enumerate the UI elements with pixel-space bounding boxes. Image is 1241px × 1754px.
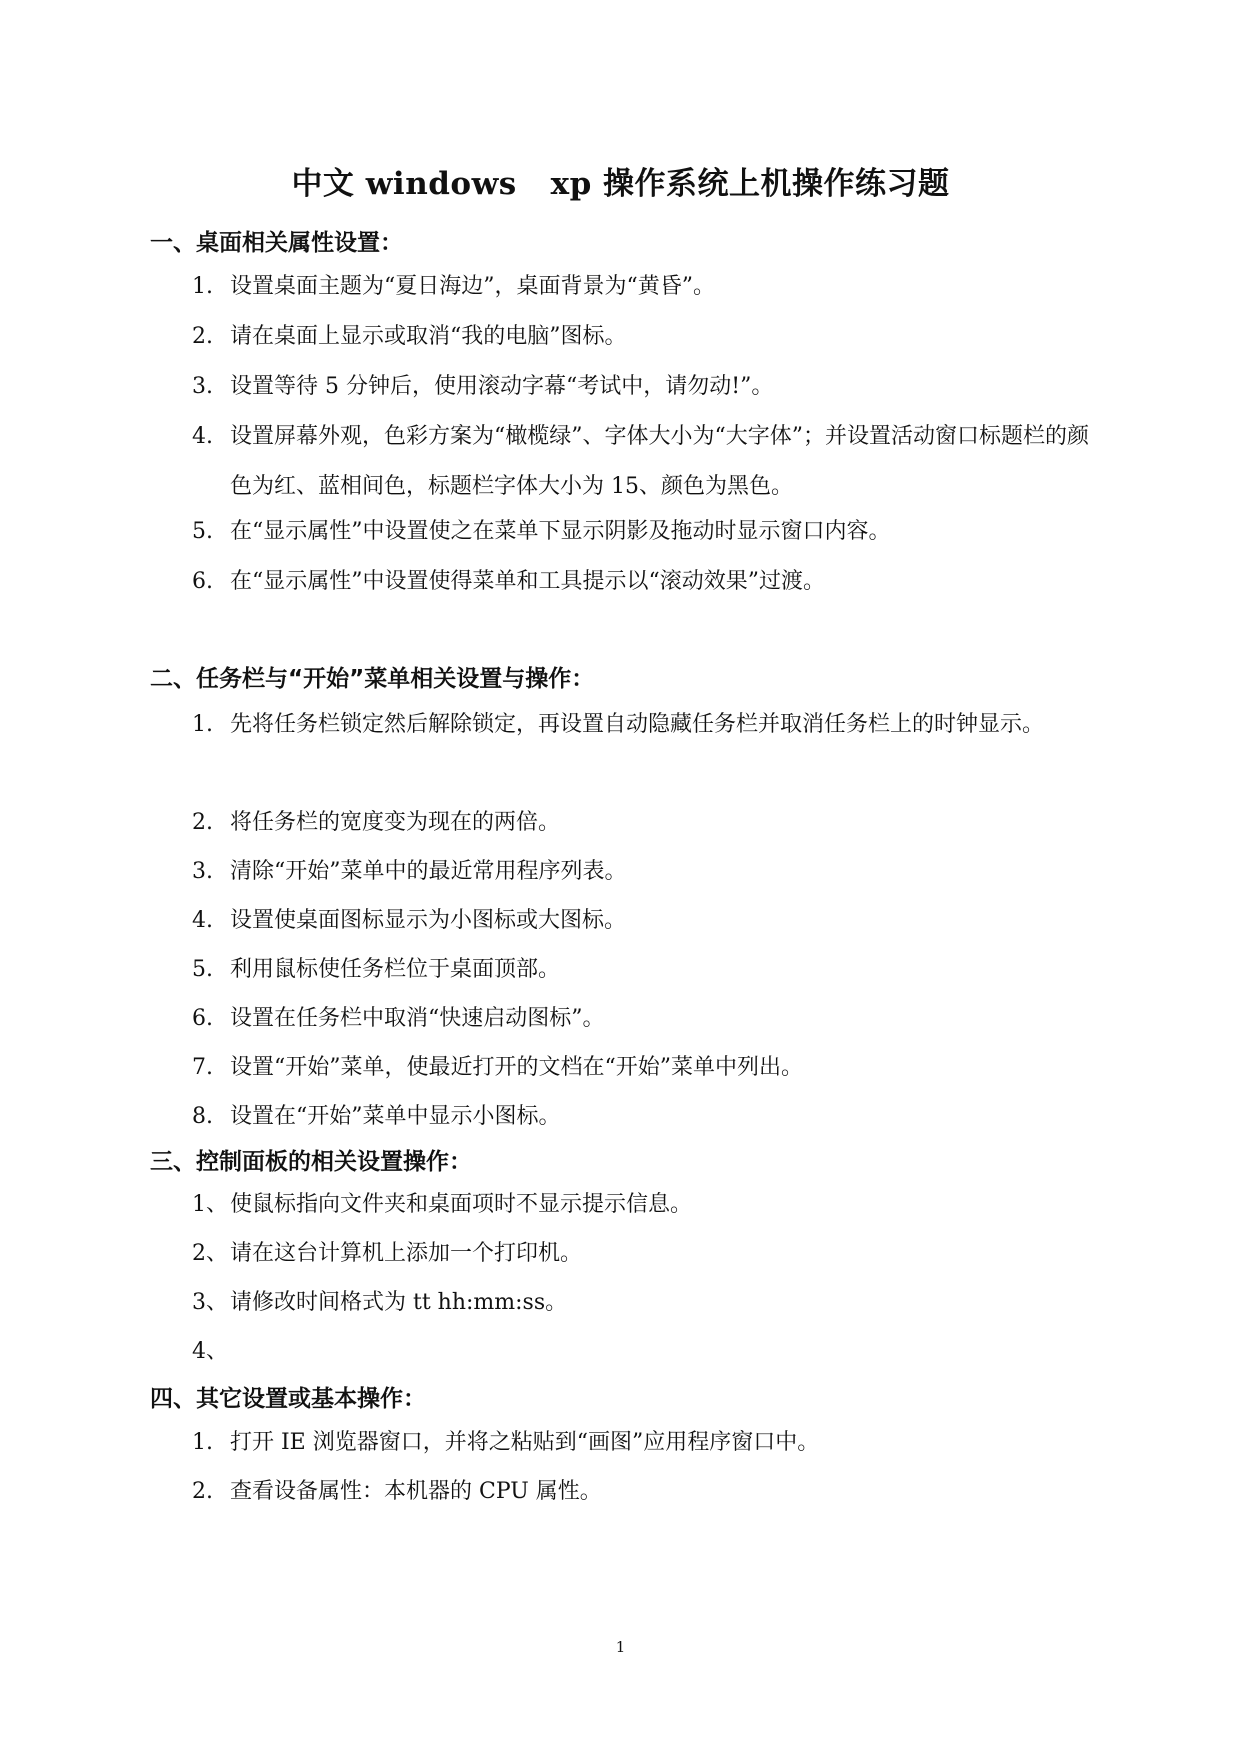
list-item xyxy=(192,507,1092,557)
item-text: 设置等待 5 分钟后，使用滚动字幕“考试中，请勿动!”。 xyxy=(230,374,774,399)
item-text: 设置屏幕外观，色彩方案为“橄榄绿”、字体大小为“大字体”；并设置活动窗口标题栏的颜色为红、蓝相间色，标题栏字体大小为 15、颜色为黑色。 xyxy=(230,424,1089,499)
item-number: 2. xyxy=(192,324,213,349)
item-number: 1. xyxy=(192,274,213,299)
item-number: 2. xyxy=(192,1479,213,1504)
list-item xyxy=(192,1327,1092,1377)
item-text: 设置使桌面图标显示为小图标或大图标。 xyxy=(230,908,627,933)
section-heading-3: 三、控制面板的相关设置操作： xyxy=(150,1149,472,1175)
item-number: 3. xyxy=(192,374,213,399)
item-text: 设置“开始”菜单，使最近打开的文档在“开始”菜单中列出。 xyxy=(230,1055,803,1080)
item-number: 1. xyxy=(192,712,213,737)
item-number: 5. xyxy=(192,519,213,544)
item-number: 6. xyxy=(192,1006,213,1031)
item-number: 7. xyxy=(192,1055,213,1080)
list-item xyxy=(192,1278,1092,1328)
item-text: 先将任务栏锁定然后解除锁定，再设置自动隐藏任务栏并取消任务栏上的时钟显示。 xyxy=(230,712,1045,737)
item-number: 3、 xyxy=(192,1290,228,1315)
item-number: 2、 xyxy=(192,1241,228,1266)
item-text: 查看设备属性：本机器的 CPU 属性。 xyxy=(230,1479,602,1504)
list-item xyxy=(192,262,1092,312)
section-heading-1: 一、桌面相关属性设置： xyxy=(150,230,403,256)
document-title: 中文 windows xp 操作系统上机操作练习题 xyxy=(291,166,950,202)
list-item xyxy=(192,312,1092,362)
page-number: 1 xyxy=(615,1638,626,1656)
item-text: 请修改时间格式为 tt hh:mm:ss。 xyxy=(230,1290,568,1315)
list-item xyxy=(192,1180,1092,1230)
item-number: 4. xyxy=(192,908,213,933)
list-item xyxy=(192,557,1092,607)
item-text: 设置在任务栏中取消“快速启动图标”。 xyxy=(230,1006,605,1031)
item-text: 打开 IE 浏览器窗口，并将之粘贴到“画图”应用程序窗口中。 xyxy=(230,1430,820,1455)
list-item xyxy=(192,896,1092,946)
list-item xyxy=(192,798,1092,848)
item-number: 6. xyxy=(192,569,213,594)
list-item xyxy=(192,1092,1092,1142)
list-item xyxy=(192,1229,1092,1279)
item-text: 请在桌面上显示或取消“我的电脑”图标。 xyxy=(230,324,627,349)
item-text: 请在这台计算机上添加一个打印机。 xyxy=(230,1241,583,1266)
item-text: 清除“开始”菜单中的最近常用程序列表。 xyxy=(230,859,627,884)
item-number: 4. xyxy=(192,424,213,449)
item-text: 设置在“开始”菜单中显示小图标。 xyxy=(230,1104,561,1129)
item-text: 使鼠标指向文件夹和桌面项时不显示提示信息。 xyxy=(230,1192,693,1217)
item-number: 1. xyxy=(192,1430,213,1455)
item-number: 2. xyxy=(192,810,213,835)
section-heading-4: 四、其它设置或基本操作： xyxy=(150,1386,426,1412)
list-item xyxy=(192,847,1092,897)
item-text xyxy=(230,1327,1092,1377)
list-item xyxy=(192,945,1092,995)
list-item xyxy=(192,362,1092,412)
item-number: 5. xyxy=(192,957,213,982)
item-text: 将任务栏的宽度变为现在的两倍。 xyxy=(230,810,561,835)
item-number: 1、 xyxy=(192,1192,228,1217)
list-item xyxy=(192,1043,1092,1093)
item-number: 3. xyxy=(192,859,213,884)
list-item xyxy=(192,1418,1092,1468)
item-number: 4、 xyxy=(192,1339,228,1364)
list-item xyxy=(192,1467,1092,1517)
item-number: 8. xyxy=(192,1104,213,1129)
list-item xyxy=(192,994,1092,1044)
section-heading-2: 二、任务栏与“开始”菜单相关设置与操作： xyxy=(150,666,595,692)
item-text: 设置桌面主题为“夏日海边”，桌面背景为“黄昏”。 xyxy=(230,274,715,299)
item-text: 在“显示属性”中设置使之在菜单下显示阴影及拖动时显示窗口内容。 xyxy=(230,519,891,544)
item-text: 利用鼠标使任务栏位于桌面顶部。 xyxy=(230,957,561,982)
list-item xyxy=(192,412,1092,512)
list-item xyxy=(192,700,1092,750)
item-text: 在“显示属性”中设置使得菜单和工具提示以“滚动效果”过渡。 xyxy=(230,569,825,594)
